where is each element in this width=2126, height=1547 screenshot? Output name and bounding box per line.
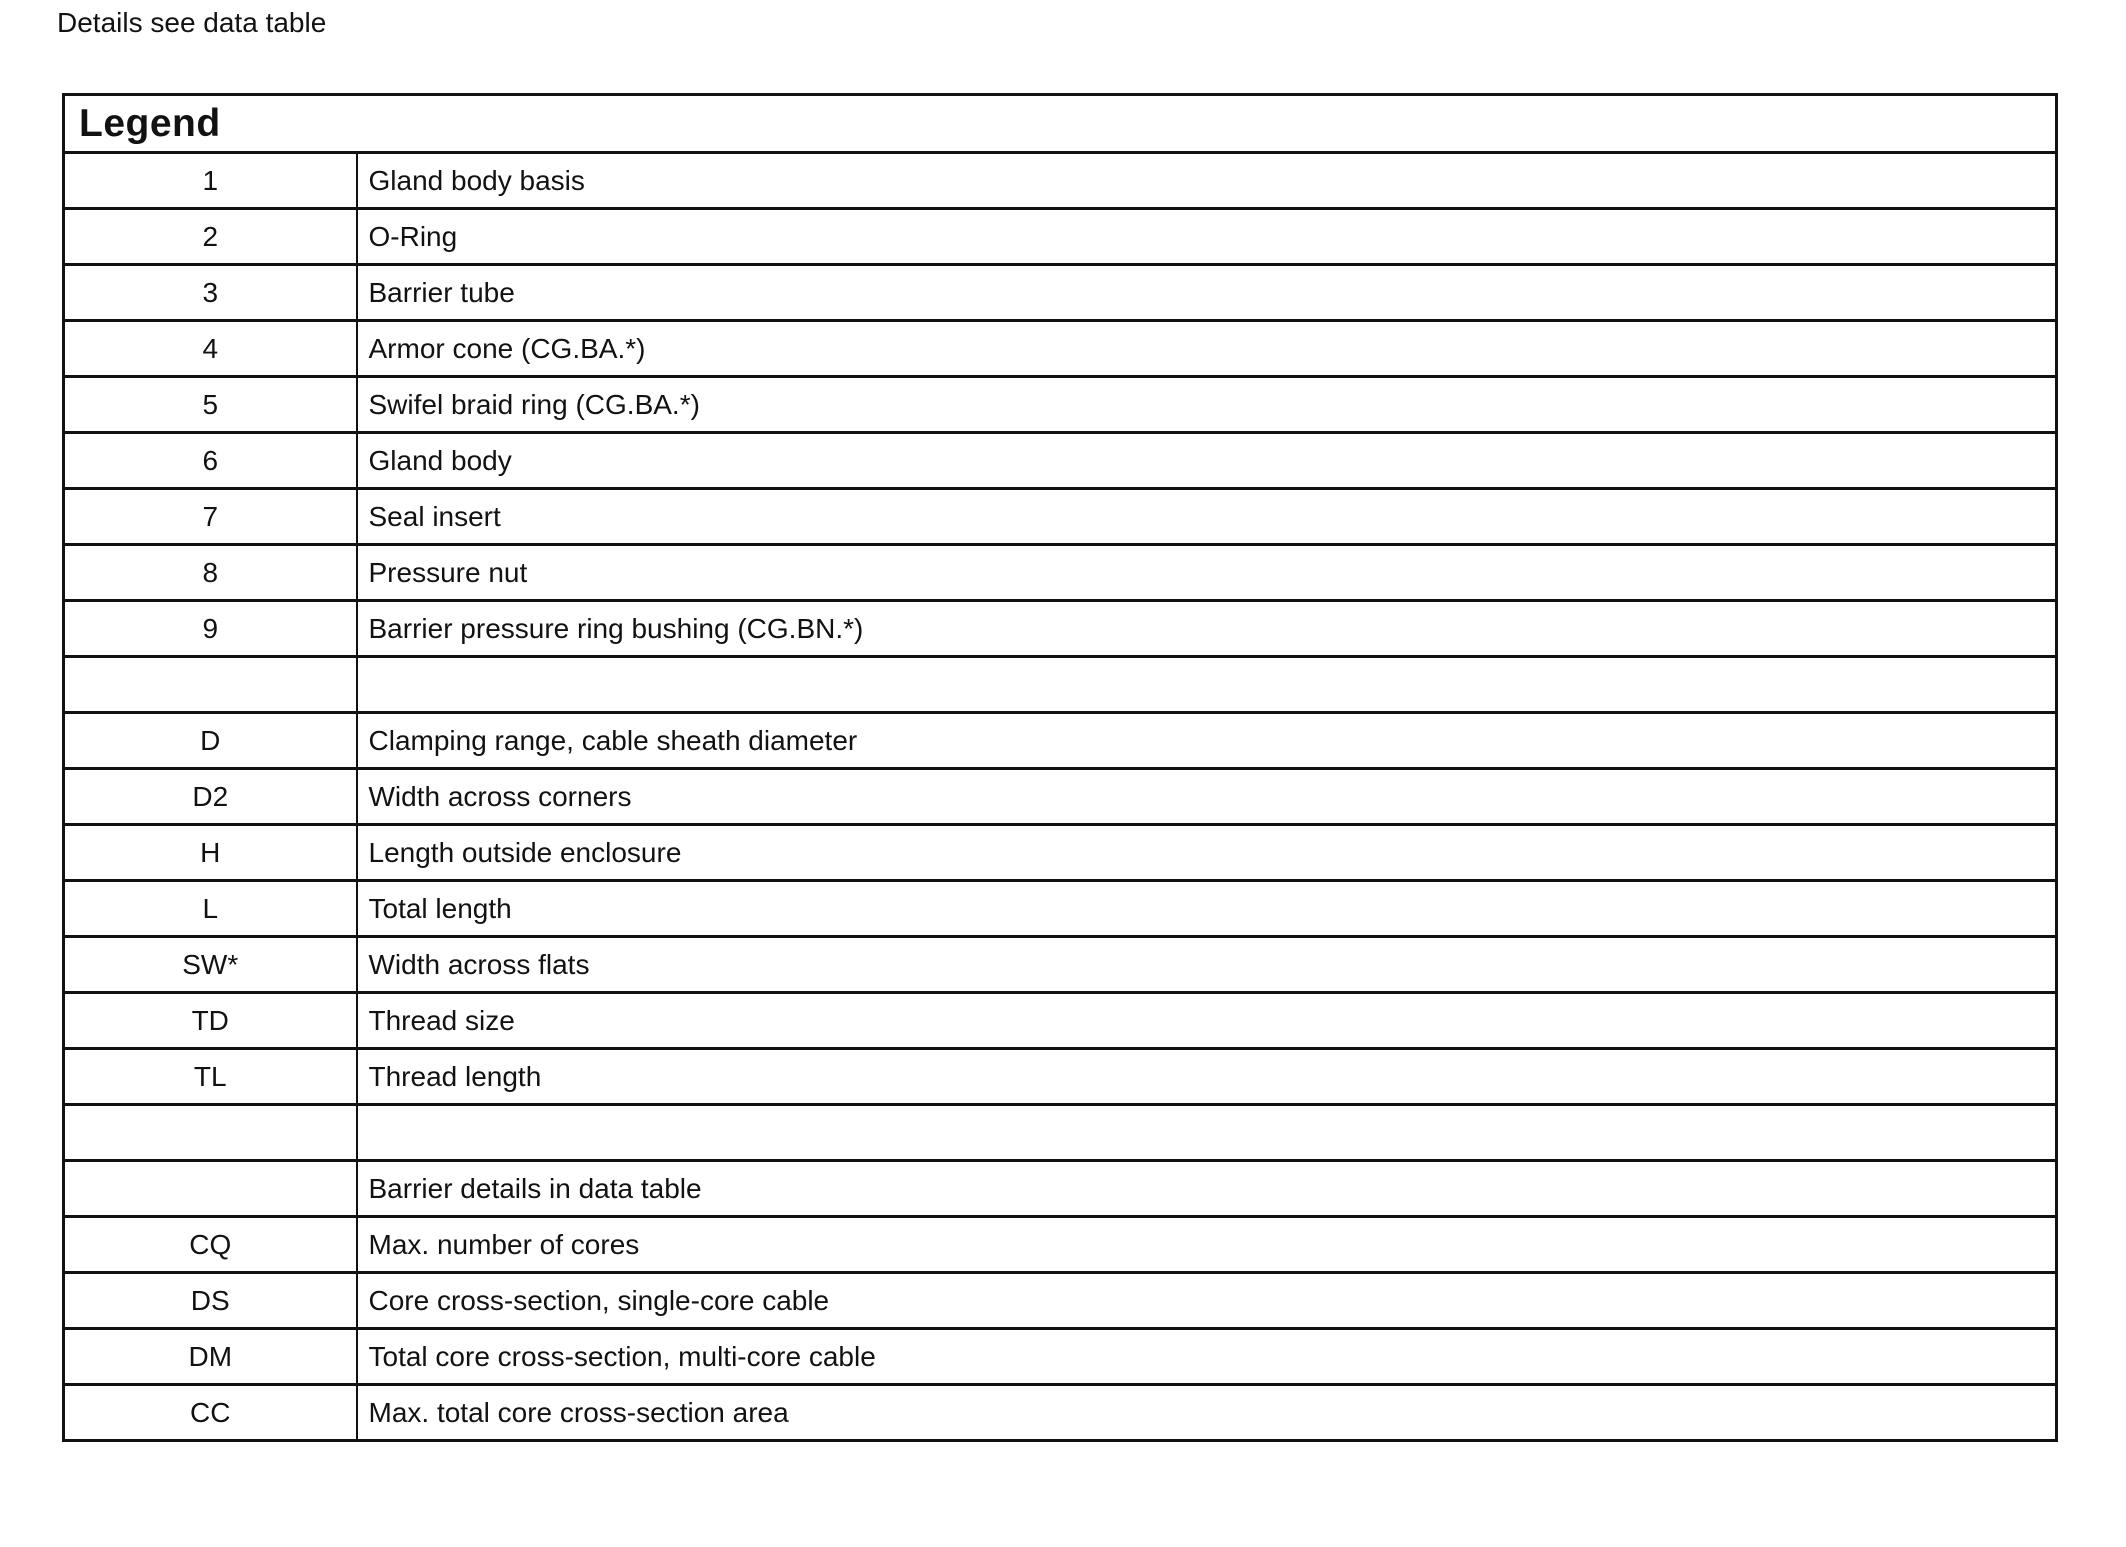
legend-key: DS: [64, 1273, 357, 1329]
legend-table: [62, 93, 2058, 1442]
legend-row: [64, 377, 2057, 433]
legend-row: [64, 601, 2057, 657]
legend-description: Thread size: [357, 993, 2057, 1049]
legend-description: Barrier pressure ring bushing (CG.BN.*): [357, 601, 2057, 657]
legend-description: Thread length: [357, 1049, 2057, 1105]
legend-description: Clamping range, cable sheath diameter: [357, 713, 2057, 769]
legend-row: [64, 1161, 2057, 1217]
legend-key: 6: [64, 433, 357, 489]
legend-description: Seal insert: [357, 489, 2057, 545]
legend-key: 4: [64, 321, 357, 377]
legend-description: Total length: [357, 881, 2057, 937]
legend-title: Legend: [64, 95, 2057, 153]
legend-row: [64, 265, 2057, 321]
legend-row: [64, 657, 2057, 713]
legend-row: [64, 489, 2057, 545]
legend-row: [64, 993, 2057, 1049]
details-note: Details see data table: [57, 7, 327, 38]
legend-key: SW*: [64, 937, 357, 993]
legend-description: O-Ring: [357, 209, 2057, 265]
legend-key: 3: [64, 265, 357, 321]
legend-row: [64, 1049, 2057, 1105]
legend-row: [64, 1105, 2057, 1161]
legend-description: Gland body: [357, 433, 2057, 489]
legend-row: [64, 713, 2057, 769]
legend-row: [64, 1385, 2057, 1441]
legend-description: Width across flats: [357, 937, 2057, 993]
legend-description: Armor cone (CG.BA.*): [357, 321, 2057, 377]
legend-table-body: [64, 95, 2057, 1441]
legend-title-row: [64, 95, 2057, 153]
legend-row: [64, 1217, 2057, 1273]
legend-row: [64, 881, 2057, 937]
legend-key: [64, 1105, 357, 1161]
legend-row: [64, 321, 2057, 377]
legend-row: [64, 937, 2057, 993]
legend-key: 7: [64, 489, 357, 545]
legend-description: Total core cross-section, multi-core cable: [357, 1329, 2057, 1385]
legend-row: [64, 769, 2057, 825]
legend-key: TL: [64, 1049, 357, 1105]
legend-row: [64, 153, 2057, 209]
legend-key: D2: [64, 769, 357, 825]
legend-row: [64, 433, 2057, 489]
legend-key: 8: [64, 545, 357, 601]
legend-description: Width across corners: [357, 769, 2057, 825]
legend-key: L: [64, 881, 357, 937]
legend-row: [64, 1273, 2057, 1329]
legend-description: Barrier tube: [357, 265, 2057, 321]
legend-row: [64, 545, 2057, 601]
legend-description: Swifel braid ring (CG.BA.*): [357, 377, 2057, 433]
legend-key: 9: [64, 601, 357, 657]
legend-key: [64, 657, 357, 713]
legend-description: Barrier details in data table: [357, 1161, 2057, 1217]
legend-key: DM: [64, 1329, 357, 1385]
legend-description: Max. total core cross-section area: [357, 1385, 2057, 1441]
legend-description: Core cross-section, single-core cable: [357, 1273, 2057, 1329]
legend-key: TD: [64, 993, 357, 1049]
legend-key: H: [64, 825, 357, 881]
legend-key: CC: [64, 1385, 357, 1441]
legend-description: Max. number of cores: [357, 1217, 2057, 1273]
legend-row: [64, 1329, 2057, 1385]
legend-key: 2: [64, 209, 357, 265]
legend-description: Gland body basis: [357, 153, 2057, 209]
legend-key: 5: [64, 377, 357, 433]
legend-description: Pressure nut: [357, 545, 2057, 601]
legend-description: [357, 1105, 2057, 1161]
legend-description: [357, 657, 2057, 713]
legend-key: CQ: [64, 1217, 357, 1273]
legend-key: D: [64, 713, 357, 769]
legend-description: Length outside enclosure: [357, 825, 2057, 881]
legend-row: [64, 825, 2057, 881]
legend-key: 1: [64, 153, 357, 209]
legend-row: [64, 209, 2057, 265]
legend-key: [64, 1161, 357, 1217]
